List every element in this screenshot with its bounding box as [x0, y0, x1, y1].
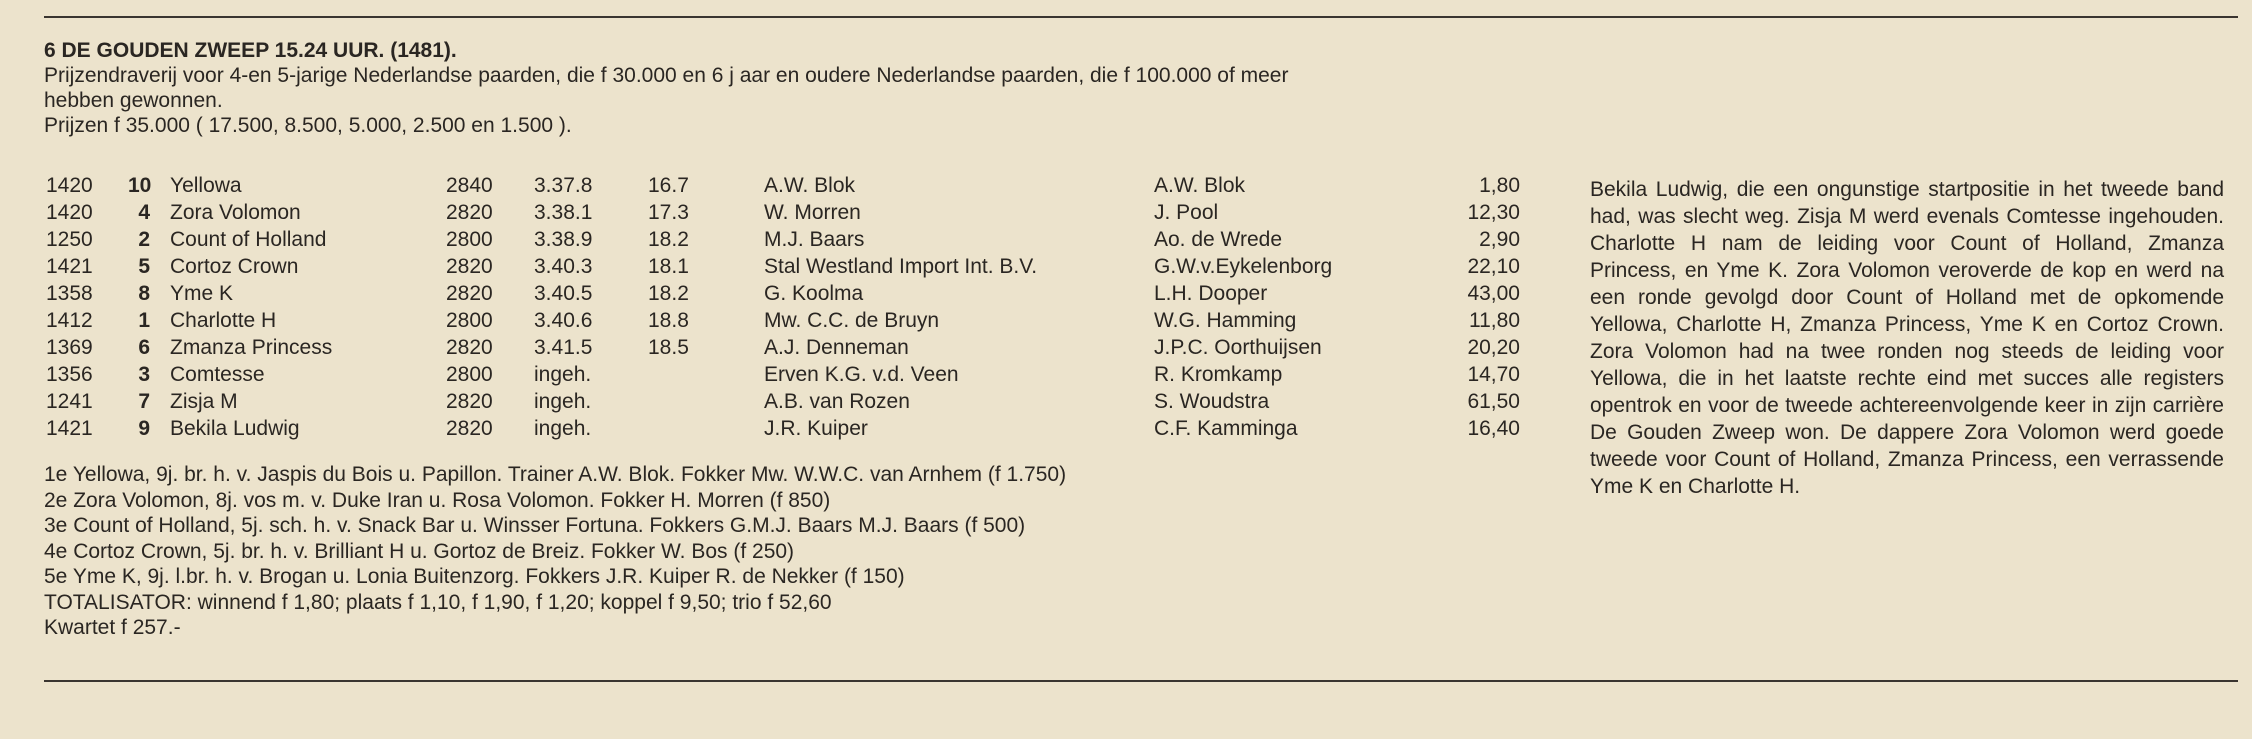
start-number: 7 [138, 390, 150, 413]
horse-name: Zora Volomon [170, 201, 301, 224]
owner-name: Mw. C.C. de Bruyn [764, 309, 940, 332]
driver-name: G.W.v.Eykelenborg [1154, 255, 1333, 278]
driver-name: J.P.C. Oorthuijsen [1154, 336, 1322, 359]
start-number: 1 [138, 309, 150, 332]
totalisator-line: TOTALISATOR: winnend f 1,80; plaats f 1,10, f 1,90, f 1,20; koppel f 9,50; trio f 52,60 [44, 590, 832, 614]
race-title: 6 DE GOUDEN ZWEEP 15.24 UUR. (1481). [44, 39, 457, 62]
odds: 22,10 [1467, 255, 1520, 278]
owner-name: A.J. Denneman [764, 336, 909, 359]
previous-race-number: 1369 [46, 336, 93, 359]
note-line: 5e Yme K, 9j. l.br. h. v. Brogan u. Lonia Buitenzorg. Fokkers J.R. Kuiper R. de Nekker (f 150) [44, 565, 905, 588]
horse-name: Bekila Ludwig [170, 417, 300, 440]
start-number: 4 [138, 201, 150, 224]
note-line: 1e Yellowa, 9j. br. h. v. Jaspis du Bois u. Papillon. Trainer A.W. Blok. Fokker Mw. W.W.C. van Arnhem (f 1.750) [44, 463, 1067, 486]
distance: 2820 [446, 255, 493, 278]
race-report: Bekila Ludwig, die een ongunstige startpositie in het tweede band had, was slecht weg. Zisja M werd evenals Comtesse ingehouden. Charlotte H nam de leiding voor Count of Holland, Zmanza Princess, en Yme K. Zora Volomon veroverde de kop en werd na een ronde gevolgd door Count of Holland met de opkomende Yellowa, Charlotte H, Zmanza Princess, Yme K en Cortoz Crown. Zora Volomon had na twee ronden nog steeds de leiding voor Yellowa, die in het laatste rechte eind met succes alle registers opentrok en voor de tweede achtereenvolgende keer in zijn carrière De Gouden Zweep won. De dappere Zora Volomon werd goede tweede voor Count of Holland, Zmanza Princess, een verrassende Yme K en Charlotte H. [1590, 178, 2224, 498]
owner-name: A.W. Blok [764, 174, 856, 197]
race-conditions-line-1: Prijzendraverij voor 4-en 5-jarige Nederlandse paarden, die f 30.000 en 6 j aar en oudere Nederlandse paarden, die f 100.000 of meer [44, 64, 1289, 87]
race-conditions-line-2: hebben gewonnen. [44, 89, 223, 112]
driver-name: Ao. de Wrede [1154, 228, 1283, 251]
finish-time: 3.38.9 [534, 228, 593, 251]
finish-time: 3.40.3 [534, 255, 593, 278]
previous-race-number: 1358 [46, 282, 93, 305]
distance: 2820 [446, 336, 493, 359]
horse-name: Yme K [170, 282, 234, 305]
owner-name: G. Koolma [764, 282, 864, 305]
start-number: 5 [138, 255, 150, 278]
race-prizes: Prijzen f 35.000 ( 17.500, 8.500, 5.000, 2.500 en 1.500 ). [44, 114, 572, 137]
previous-race-number: 1420 [46, 174, 93, 197]
finish-time: 3.40.5 [534, 282, 593, 305]
distance: 2800 [446, 363, 493, 386]
finish-time: ingeh. [534, 390, 592, 413]
km-time: 18.2 [648, 282, 689, 305]
note-line: 3e Count of Holland, 5j. sch. h. v. Snack Bar u. Winsser Fortuna. Fokkers G.M.J. Baars M.J. Baars (f 500) [44, 514, 1026, 537]
previous-race-number: 1412 [46, 309, 93, 332]
distance: 2820 [446, 282, 493, 305]
horse-name: Zisja M [170, 390, 238, 413]
finish-time: 3.38.1 [534, 201, 593, 224]
race-header [44, 38, 1544, 138]
odds: 43,00 [1467, 282, 1520, 305]
top-rule [44, 16, 2238, 18]
start-number: 10 [128, 174, 152, 197]
odds: 12,30 [1467, 201, 1520, 224]
km-time: 18.5 [648, 336, 689, 359]
odds: 61,50 [1467, 390, 1520, 413]
owner-name: J.R. Kuiper [764, 417, 868, 440]
distance: 2820 [446, 390, 493, 413]
owner-name: M.J. Baars [764, 228, 865, 251]
start-number: 2 [138, 228, 150, 251]
km-time: 18.8 [648, 309, 689, 332]
previous-race-number: 1250 [46, 228, 93, 251]
finish-time: 3.40.6 [534, 309, 593, 332]
km-time: 18.1 [648, 255, 689, 278]
horse-name: Comtesse [170, 363, 265, 386]
owner-name: A.B. van Rozen [764, 390, 910, 413]
odds: 2,90 [1479, 228, 1520, 251]
horse-name: Yellowa [170, 174, 242, 197]
previous-race-number: 1420 [46, 201, 93, 224]
previous-race-number: 1241 [46, 390, 93, 413]
note-line: 4e Cortoz Crown, 5j. br. h. v. Brilliant H u. Gortoz de Breiz. Fokker W. Bos (f 250) [44, 539, 795, 563]
odds: 11,80 [1469, 309, 1520, 332]
finish-time: ingeh. [534, 417, 592, 440]
km-time: 18.2 [648, 228, 689, 251]
distance: 2820 [446, 417, 493, 440]
finish-time: ingeh. [534, 363, 592, 386]
previous-race-number: 1421 [46, 417, 93, 440]
start-number: 9 [138, 417, 150, 440]
km-time: 17.3 [648, 201, 689, 224]
driver-name: A.W. Blok [1154, 174, 1246, 197]
owner-name: W. Morren [764, 201, 861, 224]
driver-name: C.F. Kamminga [1154, 417, 1298, 440]
distance: 2820 [446, 201, 493, 224]
horse-name: Cortoz Crown [170, 255, 299, 278]
previous-race-number: 1356 [46, 363, 93, 386]
odds: 1,80 [1479, 174, 1520, 197]
start-number: 3 [138, 363, 150, 386]
race-notes [44, 462, 1066, 641]
driver-name: L.H. Dooper [1154, 282, 1268, 305]
horse-name: Count of Holland [170, 228, 327, 251]
bottom-rule [44, 680, 2238, 682]
finish-time: 3.37.8 [534, 174, 593, 197]
odds: 20,20 [1467, 336, 1520, 359]
odds: 16,40 [1467, 417, 1520, 440]
kwartet-line: Kwartet f 257.- [44, 616, 181, 639]
note-line: 2e Zora Volomon, 8j. vos m. v. Duke Iran u. Rosa Volomon. Fokker H. Morren (f 850) [44, 488, 831, 512]
distance: 2840 [446, 174, 493, 197]
owner-name: Stal Westland Import Int. B.V. [764, 255, 1038, 278]
driver-name: S. Woudstra [1154, 390, 1270, 413]
finish-time: 3.41.5 [534, 336, 593, 359]
odds: 14,70 [1467, 363, 1520, 386]
km-time: 16.7 [648, 174, 689, 197]
driver-name: R. Kromkamp [1154, 363, 1283, 386]
previous-race-number: 1421 [46, 255, 93, 278]
start-number: 8 [138, 282, 150, 305]
owner-name: Erven K.G. v.d. Veen [764, 363, 959, 386]
horse-name: Charlotte H [170, 309, 277, 332]
start-number: 6 [138, 336, 150, 359]
distance: 2800 [446, 309, 493, 332]
driver-name: J. Pool [1154, 201, 1219, 224]
driver-name: W.G. Hamming [1154, 309, 1297, 332]
distance: 2800 [446, 228, 493, 251]
horse-name: Zmanza Princess [170, 336, 333, 359]
